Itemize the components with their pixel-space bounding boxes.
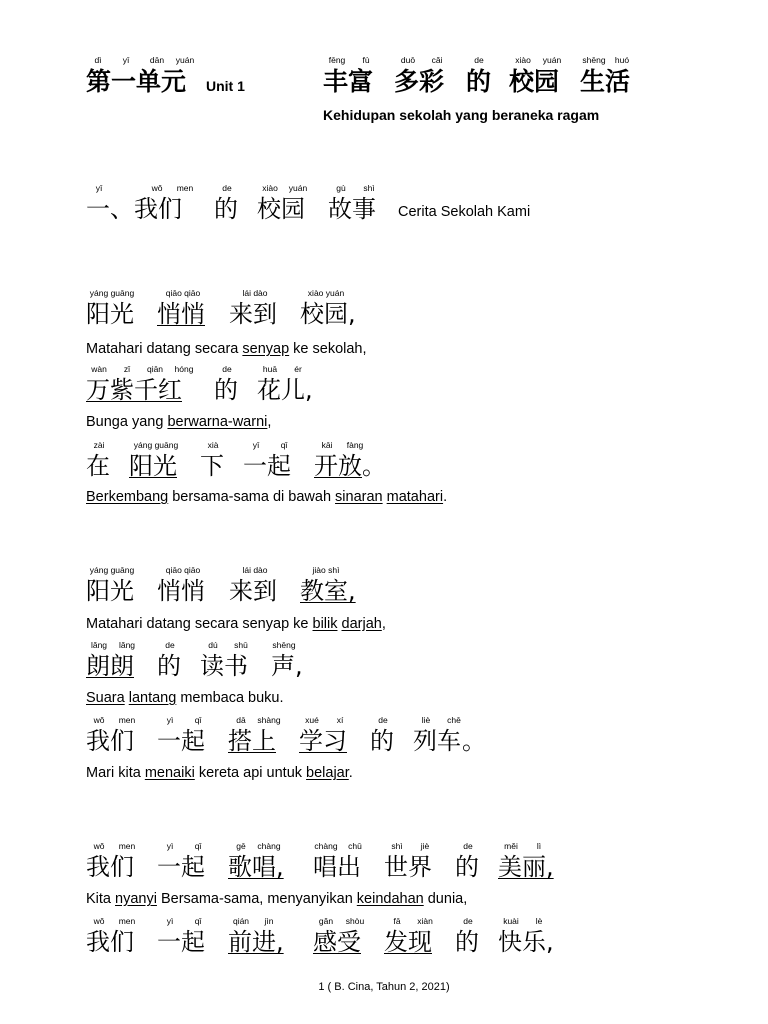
pinyin: chàng: [257, 841, 281, 851]
pinyin: gù: [336, 183, 346, 193]
section-word: 故事: [328, 195, 376, 223]
pinyin: yī: [95, 183, 103, 193]
pinyin: de: [165, 640, 175, 650]
pinyin: yì: [166, 715, 174, 725]
hanzi-word: 万紫千红: [86, 376, 182, 404]
malay-text: Matahari datang secara senyap ke: [86, 616, 313, 632]
hanzi-word: 的: [370, 727, 394, 755]
hanzi-word: 列车: [413, 727, 461, 755]
pinyin: wàn: [91, 364, 107, 374]
pinyin: wǒ: [151, 183, 163, 193]
hanzi-word: 一起: [157, 928, 205, 956]
malay-line: [86, 689, 284, 707]
pinyin: zài: [93, 440, 105, 450]
pinyin: fù: [362, 55, 370, 65]
hanzi-word: 悄悄: [157, 300, 205, 328]
hanzi-word: 花儿,: [257, 376, 313, 404]
malay-keyword: Suara: [86, 690, 125, 706]
hanzi-word: 的: [455, 928, 479, 956]
malay-text: Mari kita: [86, 765, 145, 781]
malay-line: [86, 413, 271, 431]
theme-word: 多彩: [394, 67, 445, 96]
pinyin: shì: [391, 841, 403, 851]
poem-line: [0, 565, 768, 607]
malay-text: dunia,: [423, 891, 468, 907]
pinyin: qiāo qiāo: [165, 565, 201, 575]
pinyin: yì: [166, 841, 174, 851]
pinyin: liè: [421, 715, 431, 725]
pinyin: chē: [447, 715, 461, 725]
pinyin: xiào yuán: [307, 288, 345, 298]
malay-text: Kita: [86, 891, 116, 907]
hanzi-word: 前进,: [228, 928, 284, 956]
pinyin: zǐ: [123, 364, 131, 374]
hanzi-word: 阳光: [86, 577, 134, 605]
pinyin: měi: [504, 841, 518, 851]
hanzi-word: 。: [362, 452, 386, 480]
hanzi-word: 感受: [313, 928, 361, 956]
hanzi-word: 读书: [200, 652, 248, 680]
pinyin: yáng guāng: [133, 440, 179, 450]
hanzi-word: 的: [214, 376, 238, 404]
pinyin: qiān: [146, 364, 164, 374]
pinyin: gǎn: [318, 916, 334, 926]
pinyin: de: [474, 55, 484, 65]
malay-line: [86, 488, 447, 506]
pinyin: jìn: [264, 916, 274, 926]
section-word: 校园: [257, 195, 305, 223]
malay-text: Matahari datang secara: [86, 341, 243, 357]
unit-header: [0, 55, 768, 130]
pinyin: qiāo qiāo: [165, 288, 201, 298]
pinyin: chū: [348, 841, 362, 851]
poem-line: [0, 440, 768, 482]
hanzi-word: 我们: [86, 853, 134, 881]
poem-line: [0, 640, 768, 682]
malay-keyword: Berkembang: [86, 489, 169, 505]
malay-line: [86, 340, 367, 358]
pinyin: men: [176, 183, 194, 193]
hanzi-word: 下: [200, 452, 224, 480]
pinyin: shēng: [582, 55, 606, 65]
pinyin: qǐ: [194, 916, 202, 926]
hanzi-word: 来到: [229, 300, 277, 328]
poem-line: [0, 841, 768, 883]
pinyin: yuán: [175, 55, 195, 65]
theme-word: 生活: [580, 67, 631, 96]
pinyin: duō: [400, 55, 416, 65]
pinyin: dú: [208, 640, 218, 650]
pinyin: shēng: [272, 640, 296, 650]
pinyin: wǒ: [93, 841, 105, 851]
unit-label: Unit 1: [206, 78, 245, 94]
hanzi-word: 开放: [314, 452, 362, 480]
pinyin: de: [463, 916, 473, 926]
malay-line: [86, 615, 386, 633]
pinyin: xiào: [515, 55, 531, 65]
section-word: 一、我们: [86, 195, 182, 223]
malay-keyword: darjah: [341, 616, 382, 632]
pinyin: jiè: [420, 841, 430, 851]
pinyin: hóng: [174, 364, 194, 374]
malay-text: ,: [267, 414, 272, 430]
malay-keyword: matahari: [386, 489, 444, 505]
pinyin: lǎng: [118, 640, 136, 650]
hanzi-word: 声,: [271, 652, 303, 680]
pinyin: xià: [207, 440, 219, 450]
theme-word: 的: [466, 67, 492, 96]
malay-text: .: [443, 489, 448, 505]
malay-keyword: sinaran: [335, 489, 383, 505]
hanzi-word: 唱出: [313, 853, 361, 881]
theme-malay: Kehidupan sekolah yang beraneka ragam: [323, 107, 600, 123]
hanzi-word: 。: [462, 727, 486, 755]
pinyin: xiào: [262, 183, 278, 193]
hanzi-word: 世界: [384, 853, 432, 881]
pinyin: wǒ: [93, 715, 105, 725]
hanzi-word: 一起: [243, 452, 291, 480]
section-word: 的: [214, 195, 238, 223]
pinyin: lè: [535, 916, 543, 926]
page-footer: 1 ( B. Cina, Tahun 2, 2021): [318, 981, 450, 993]
pinyin: xué: [305, 715, 319, 725]
hanzi-word: 一起: [157, 853, 205, 881]
poem-line: [0, 715, 768, 757]
malay-keyword: lantang: [128, 690, 177, 706]
pinyin: qǐ: [280, 440, 288, 450]
hanzi-word: 教室,: [300, 577, 356, 605]
pinyin: lái dào: [242, 288, 268, 298]
pinyin: shì: [363, 183, 375, 193]
pinyin: lái dào: [242, 565, 268, 575]
theme-word: 校园: [509, 67, 560, 96]
hanzi-word: 阳光: [86, 300, 134, 328]
pinyin: yuán: [542, 55, 562, 65]
pinyin: lì: [536, 841, 542, 851]
hanzi-word: 的: [157, 652, 181, 680]
pinyin: fā: [393, 916, 401, 926]
pinyin: shàng: [257, 715, 281, 725]
hanzi-word: 搭上: [228, 727, 276, 755]
pinyin: huó: [614, 55, 630, 65]
pinyin: de: [378, 715, 388, 725]
pinyin: dā: [236, 715, 246, 725]
hanzi-word: 悄悄: [157, 577, 205, 605]
pinyin: xí: [336, 715, 344, 725]
pinyin: yì: [166, 916, 174, 926]
hanzi-word: 我们: [86, 928, 134, 956]
pinyin: huā: [262, 364, 278, 374]
pinyin: de: [222, 183, 232, 193]
pinyin: gē: [236, 841, 246, 851]
pinyin: de: [463, 841, 473, 851]
hanzi-word: 的: [455, 853, 479, 881]
malay-keyword: belajar: [306, 765, 349, 781]
malay-text: membaca buku.: [176, 690, 284, 706]
malay-text: .: [348, 765, 353, 781]
pinyin: lǎng: [90, 640, 108, 650]
pinyin: men: [118, 916, 136, 926]
hanzi-word: 美丽,: [498, 853, 554, 881]
section-title: [0, 183, 768, 228]
malay-text: Bunga yang: [86, 414, 168, 430]
poem-line: [0, 916, 768, 958]
pinyin: yáng guāng: [89, 288, 135, 298]
malay-line: [86, 764, 353, 782]
pinyin: xiàn: [417, 916, 433, 926]
hanzi-word: 学习: [299, 727, 347, 755]
pinyin: ér: [294, 364, 302, 374]
pinyin: fàng: [346, 440, 364, 450]
pinyin: kuài: [503, 916, 519, 926]
pinyin: qǐ: [194, 841, 202, 851]
malay-keyword: nyanyi: [115, 891, 157, 907]
pinyin: yáng guāng: [89, 565, 135, 575]
malay-text: Bersama-sama, menyanyikan: [156, 891, 357, 907]
malay-keyword: keindahan: [356, 891, 424, 907]
hanzi-word: 一起: [157, 727, 205, 755]
malay-line: [86, 890, 467, 908]
pinyin: fēng: [328, 55, 346, 65]
pinyin: kāi: [321, 440, 333, 450]
hanzi-word: 阳光: [129, 452, 177, 480]
hanzi-word: 校园,: [300, 300, 356, 328]
pinyin: de: [222, 364, 232, 374]
hanzi-word: 发现: [384, 928, 432, 956]
pinyin: chàng: [314, 841, 338, 851]
pinyin: men: [118, 841, 136, 851]
malay-keyword: senyap: [242, 341, 290, 357]
pinyin: yī: [252, 440, 260, 450]
pinyin: men: [118, 715, 136, 725]
hanzi-word: 快乐,: [498, 928, 554, 956]
poem-line: [0, 288, 768, 330]
malay-keyword: bilik: [312, 616, 338, 632]
pinyin: cǎi: [431, 55, 443, 65]
pinyin: shū: [234, 640, 248, 650]
pinyin: dān: [149, 55, 165, 65]
malay-text: bersama-sama di bawah: [168, 489, 336, 505]
hanzi-word: 来到: [229, 577, 277, 605]
pinyin: yuán: [288, 183, 308, 193]
hanzi-word: 在: [86, 452, 110, 480]
pinyin: dì: [94, 55, 102, 65]
pinyin: jiào shì: [312, 565, 340, 575]
malay-text: ke sekolah,: [289, 341, 367, 357]
section-malay: Cerita Sekolah Kami: [398, 204, 531, 220]
hanzi-word: 我们: [86, 727, 134, 755]
pinyin: wǒ: [93, 916, 105, 926]
poem-line: [0, 364, 768, 406]
pinyin: qǐ: [194, 715, 202, 725]
malay-keyword: berwarna-warni: [167, 414, 268, 430]
hanzi-word: 朗朗: [86, 652, 134, 680]
pinyin: qián: [232, 916, 250, 926]
malay-text: kereta api untuk: [194, 765, 307, 781]
malay-text: ,: [381, 616, 386, 632]
unit-title: 第一单元: [86, 67, 187, 96]
pinyin: shòu: [345, 916, 365, 926]
malay-keyword: menaiki: [144, 765, 195, 781]
theme-word: 丰富: [323, 67, 374, 96]
pinyin: yī: [122, 55, 130, 65]
hanzi-word: 歌唱,: [228, 853, 284, 881]
